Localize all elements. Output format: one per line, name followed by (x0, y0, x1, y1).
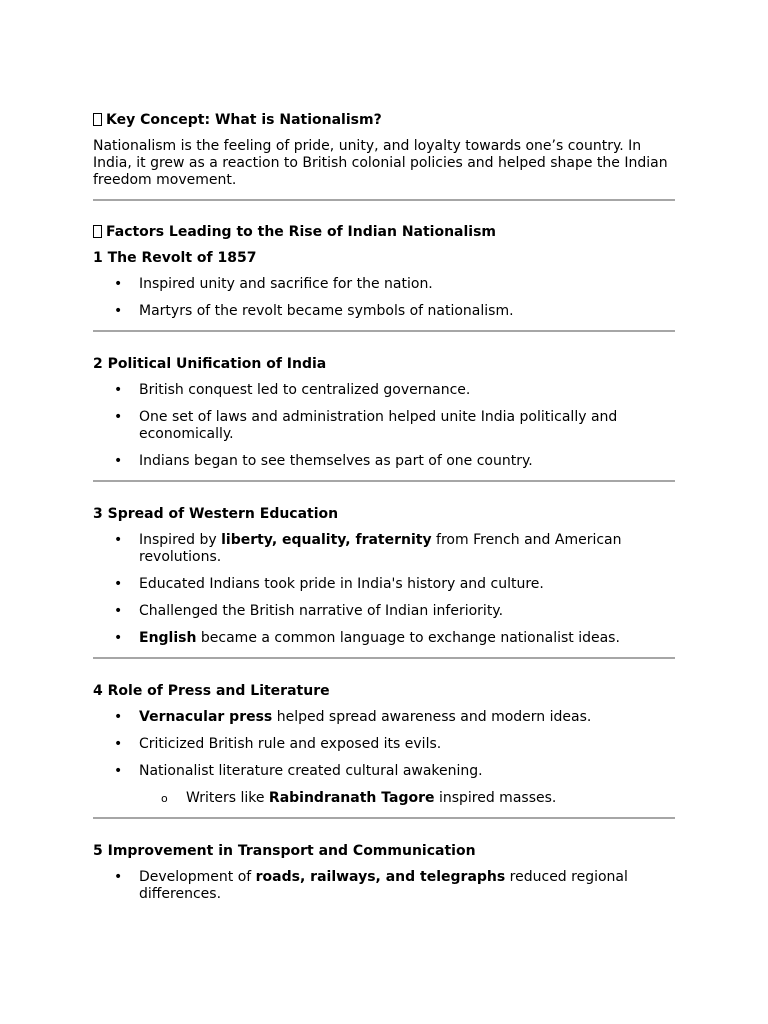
list-item (93, 576, 675, 593)
bullet-list (93, 709, 675, 780)
list-item-text: Challenged the British narrative of Indian inferiority. (139, 603, 504, 619)
bullet-icon: • (114, 276, 123, 292)
bullet-icon: • (114, 736, 123, 752)
sub-list-item (93, 790, 675, 807)
list-item-emphasis: English (139, 630, 197, 646)
list-item-emphasis: Rabindranath Tagore (268, 790, 435, 806)
bullet-icon: • (114, 576, 123, 592)
list-item (93, 453, 675, 470)
bullet-list (93, 532, 675, 647)
list-item-text: British conquest led to centralized governance. (139, 382, 471, 398)
divider (93, 817, 675, 819)
bullet-list (93, 276, 675, 320)
section-title: 1 The Revolt of 1857 (93, 250, 257, 266)
list-item-text: helped spread awareness and modern ideas. (272, 709, 592, 725)
list-item (93, 603, 675, 620)
section-title: 2 Political Unification of India (93, 356, 327, 372)
factors-title: Factors Leading to the Rise of Indian Nationalism (106, 224, 497, 240)
list-item-text: Inspired by (139, 532, 222, 548)
list-item-text: Indians began to see themselves as part of one country. (139, 453, 533, 469)
list-item-text: One set of laws and administration helped unite India politically and economically. (139, 409, 618, 442)
list-item (93, 630, 675, 647)
divider (93, 657, 675, 659)
bullet-list (93, 382, 675, 470)
key-concept-heading (93, 112, 675, 129)
list-item-emphasis: roads, railways, and telegraphs (255, 869, 506, 885)
bullet-icon: • (114, 382, 123, 398)
list-item-text: Nationalist literature created cultural awakening. (139, 763, 483, 779)
list-item-text: Development of (139, 869, 256, 885)
missing-glyph-icon (93, 113, 102, 126)
list-item-emphasis: liberty, equality, fraternity (221, 532, 432, 548)
missing-glyph-icon (93, 225, 102, 238)
list-item (93, 303, 675, 320)
list-item-text: Martyrs of the revolt became symbols of nationalism. (139, 303, 514, 319)
factors-heading (93, 224, 675, 241)
bullet-icon: • (114, 763, 123, 779)
bullet-icon: • (114, 409, 123, 425)
list-item (93, 409, 675, 443)
bullet-icon: • (114, 453, 123, 469)
key-concept-title: Key Concept: What is Nationalism? (106, 112, 382, 128)
bullet-list (93, 869, 675, 903)
bullet-icon: • (114, 532, 123, 548)
list-item (93, 763, 675, 780)
divider (93, 330, 675, 332)
list-item-text: from French and American revolutions. (139, 532, 622, 565)
list-item (93, 382, 675, 399)
section-title: 5 Improvement in Transport and Communication (93, 843, 476, 859)
list-item-text: reduced regional differences. (139, 869, 628, 902)
list-item (93, 276, 675, 293)
list-item-text: Educated Indians took pride in India's history and culture. (139, 576, 544, 592)
list-item-text: Criticized British rule and exposed its evils. (139, 736, 442, 752)
section-title: 3 Spread of Western Education (93, 506, 339, 522)
bullet-icon: • (114, 603, 123, 619)
sub-bullet-list (93, 790, 675, 807)
bullet-icon: • (114, 630, 123, 646)
bullet-icon: • (114, 303, 123, 319)
list-item (93, 709, 675, 726)
bullet-icon: • (114, 709, 123, 725)
list-item (93, 736, 675, 753)
list-item (93, 532, 675, 566)
list-item-text: Writers like (186, 790, 269, 806)
list-item-text: became a common language to exchange nationalist ideas. (196, 630, 620, 646)
divider (93, 480, 675, 482)
section-title: 4 Role of Press and Literature (93, 683, 330, 699)
list-item (93, 869, 675, 903)
list-item-text: inspired masses. (434, 790, 557, 806)
document-content (93, 112, 675, 913)
bullet-icon: • (114, 869, 123, 885)
key-concept-text: Nationalism is the feeling of pride, unity, and loyalty towards one’s country. In India, it grew as a reaction to British colonial policies and helped shape the Indian freedom movement. (93, 138, 668, 188)
divider (93, 199, 675, 201)
list-item-emphasis: Vernacular press (139, 709, 273, 725)
circle-bullet-icon: o (161, 792, 168, 805)
list-item-text: Inspired unity and sacrifice for the nation. (139, 276, 433, 292)
